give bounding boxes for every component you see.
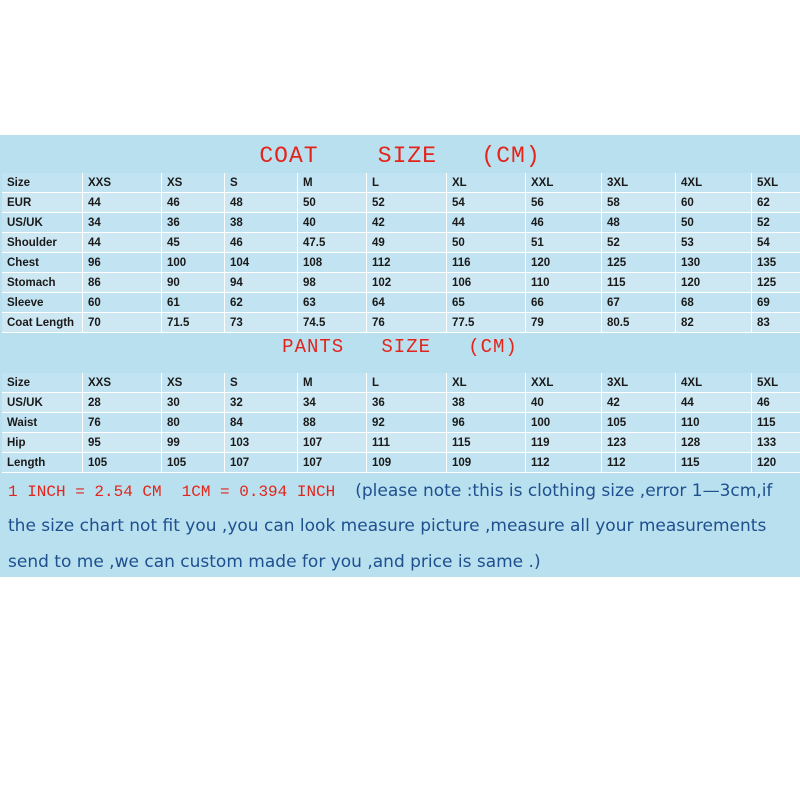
table-cell: 100 [525, 413, 601, 433]
table-cell: 98 [297, 273, 366, 293]
table-cell: L [366, 373, 446, 393]
table-cell: 80.5 [601, 313, 675, 333]
table-cell: 79 [525, 313, 601, 333]
table-cell: 40 [525, 393, 601, 413]
pants-size-table [2, 373, 800, 473]
row-label: Length [2, 453, 82, 473]
row-label: Sleeve [2, 293, 82, 313]
coat-size-title: COAT SIZE (CM) [259, 143, 541, 169]
table-cell: 61 [161, 293, 224, 313]
table-row [2, 313, 800, 333]
table-cell: 125 [751, 273, 800, 293]
table-cell: 100 [161, 253, 224, 273]
table-cell: 62 [224, 293, 297, 313]
table-cell: 54 [446, 193, 525, 213]
table-cell: 60 [675, 193, 751, 213]
table-cell: 120 [525, 253, 601, 273]
table-cell: 110 [525, 273, 601, 293]
table-cell: 3XL [601, 373, 675, 393]
table-cell: 68 [675, 293, 751, 313]
table-cell: 3XL [601, 173, 675, 193]
table-cell: 60 [82, 293, 161, 313]
table-row [2, 173, 800, 193]
table-cell: 110 [675, 413, 751, 433]
table-cell: 65 [446, 293, 525, 313]
table-cell: XXS [82, 373, 161, 393]
table-cell: 49 [366, 233, 446, 253]
table-cell: 99 [161, 433, 224, 453]
table-cell: 48 [601, 213, 675, 233]
table-cell: 133 [751, 433, 800, 453]
table-cell: 112 [366, 253, 446, 273]
table-cell: L [366, 173, 446, 193]
table-cell: 70 [82, 313, 161, 333]
row-label: US/UK [2, 213, 82, 233]
table-cell: 96 [82, 253, 161, 273]
row-label: Shoulder [2, 233, 82, 253]
row-label: US/UK [2, 393, 82, 413]
table-cell: 108 [297, 253, 366, 273]
table-cell: 42 [601, 393, 675, 413]
table-cell: 5XL [751, 173, 800, 193]
row-label: Size [2, 173, 82, 193]
table-cell: 115 [675, 453, 751, 473]
table-cell: 83 [751, 313, 800, 333]
table-cell: 34 [297, 393, 366, 413]
table-cell: 107 [224, 453, 297, 473]
table-cell: 53 [675, 233, 751, 253]
table-cell: 74.5 [297, 313, 366, 333]
row-label: EUR [2, 193, 82, 213]
table-cell: 63 [297, 293, 366, 313]
table-cell: 103 [224, 433, 297, 453]
table-cell: 128 [675, 433, 751, 453]
table-cell: XXL [525, 173, 601, 193]
table-cell: 58 [601, 193, 675, 213]
table-cell: 50 [446, 233, 525, 253]
note-text: (please note :this is clothing size ,error 1—3cm,if [355, 481, 773, 501]
table-cell: 107 [297, 453, 366, 473]
table-cell: 46 [224, 233, 297, 253]
table-row [2, 453, 800, 473]
table-cell: 94 [224, 273, 297, 293]
table-cell: 36 [161, 213, 224, 233]
table-cell: 106 [446, 273, 525, 293]
table-cell: 105 [161, 453, 224, 473]
table-row [2, 373, 800, 393]
note-line [8, 478, 772, 504]
table-cell: 135 [751, 253, 800, 273]
cm-conversion: 1CM = 0.394 INCH [181, 483, 336, 501]
table-cell: 4XL [675, 173, 751, 193]
table-cell: M [297, 373, 366, 393]
table-cell: 80 [161, 413, 224, 433]
table-cell: 77.5 [446, 313, 525, 333]
row-label: Waist [2, 413, 82, 433]
table-cell: 56 [525, 193, 601, 213]
table-cell: 46 [525, 213, 601, 233]
table-cell: 48 [224, 193, 297, 213]
table-cell: 42 [366, 213, 446, 233]
table-cell: 105 [601, 413, 675, 433]
table-cell: 86 [82, 273, 161, 293]
table-cell: 115 [601, 273, 675, 293]
table-cell: 46 [161, 193, 224, 213]
table-cell: 52 [601, 233, 675, 253]
table-cell: 120 [751, 453, 800, 473]
note-line: send to me ,we can custom made for you ,and price is same .) [8, 552, 541, 572]
table-cell: S [224, 373, 297, 393]
table-cell: 73 [224, 313, 297, 333]
table-cell: 112 [525, 453, 601, 473]
table-cell: 38 [224, 213, 297, 233]
table-cell: XS [161, 173, 224, 193]
table-cell: 46 [751, 393, 800, 413]
table-cell: 125 [601, 253, 675, 273]
coat-size-table [2, 173, 800, 333]
table-cell: 116 [446, 253, 525, 273]
table-cell: XL [446, 373, 525, 393]
table-cell: 96 [446, 413, 525, 433]
table-cell: 69 [751, 293, 800, 313]
table-cell: 76 [366, 313, 446, 333]
table-cell: 54 [751, 233, 800, 253]
table-cell: 115 [751, 413, 800, 433]
table-cell: 5XL [751, 373, 800, 393]
table-cell: 102 [366, 273, 446, 293]
table-cell: 51 [525, 233, 601, 253]
table-cell: 92 [366, 413, 446, 433]
table-cell: 66 [525, 293, 601, 313]
table-row [2, 413, 800, 433]
table-cell: 76 [82, 413, 161, 433]
table-cell: 109 [446, 453, 525, 473]
table-cell: 34 [82, 213, 161, 233]
table-row [2, 253, 800, 273]
table-cell: 40 [297, 213, 366, 233]
table-cell: 36 [366, 393, 446, 413]
row-label: Stomach [2, 273, 82, 293]
table-cell: 119 [525, 433, 601, 453]
table-cell: 111 [366, 433, 446, 453]
table-row [2, 293, 800, 313]
table-cell: XXL [525, 373, 601, 393]
table-cell: 52 [751, 213, 800, 233]
table-cell: 104 [224, 253, 297, 273]
table-cell: 44 [82, 233, 161, 253]
table-cell: 45 [161, 233, 224, 253]
row-label: Coat Length [2, 313, 82, 333]
table-cell: 90 [161, 273, 224, 293]
table-cell: 50 [297, 193, 366, 213]
table-cell: 44 [82, 193, 161, 213]
table-cell: 120 [675, 273, 751, 293]
row-label: Size [2, 373, 82, 393]
table-row [2, 273, 800, 293]
table-cell: 71.5 [161, 313, 224, 333]
table-cell: 109 [366, 453, 446, 473]
table-row [2, 433, 800, 453]
table-cell: 84 [224, 413, 297, 433]
table-cell: 67 [601, 293, 675, 313]
table-cell: 123 [601, 433, 675, 453]
table-cell: 115 [446, 433, 525, 453]
table-cell: 62 [751, 193, 800, 213]
table-cell: 82 [675, 313, 751, 333]
table-cell: 88 [297, 413, 366, 433]
table-cell: 52 [366, 193, 446, 213]
table-cell: 4XL [675, 373, 751, 393]
table-cell: 32 [224, 393, 297, 413]
table-cell: S [224, 173, 297, 193]
table-cell: 44 [675, 393, 751, 413]
table-cell: 64 [366, 293, 446, 313]
table-cell: 28 [82, 393, 161, 413]
pants-size-title: PANTS SIZE (CM) [282, 336, 518, 358]
table-row [2, 233, 800, 253]
table-cell: 47.5 [297, 233, 366, 253]
table-row [2, 193, 800, 213]
table-cell: 50 [675, 213, 751, 233]
table-cell: 112 [601, 453, 675, 473]
table-cell: M [297, 173, 366, 193]
table-cell: XS [161, 373, 224, 393]
table-cell: 38 [446, 393, 525, 413]
inch-conversion: 1 INCH = 2.54 CM [8, 483, 162, 501]
table-row [2, 213, 800, 233]
table-cell: XL [446, 173, 525, 193]
table-cell: 30 [161, 393, 224, 413]
table-cell: 44 [446, 213, 525, 233]
row-label: Chest [2, 253, 82, 273]
table-cell: 95 [82, 433, 161, 453]
table-row [2, 393, 800, 413]
table-cell: 105 [82, 453, 161, 473]
table-cell: 107 [297, 433, 366, 453]
row-label: Hip [2, 433, 82, 453]
table-cell: XXS [82, 173, 161, 193]
note-line: the size chart not fit you ,you can look measure picture ,measure all your measurements [8, 516, 767, 536]
table-cell: 130 [675, 253, 751, 273]
